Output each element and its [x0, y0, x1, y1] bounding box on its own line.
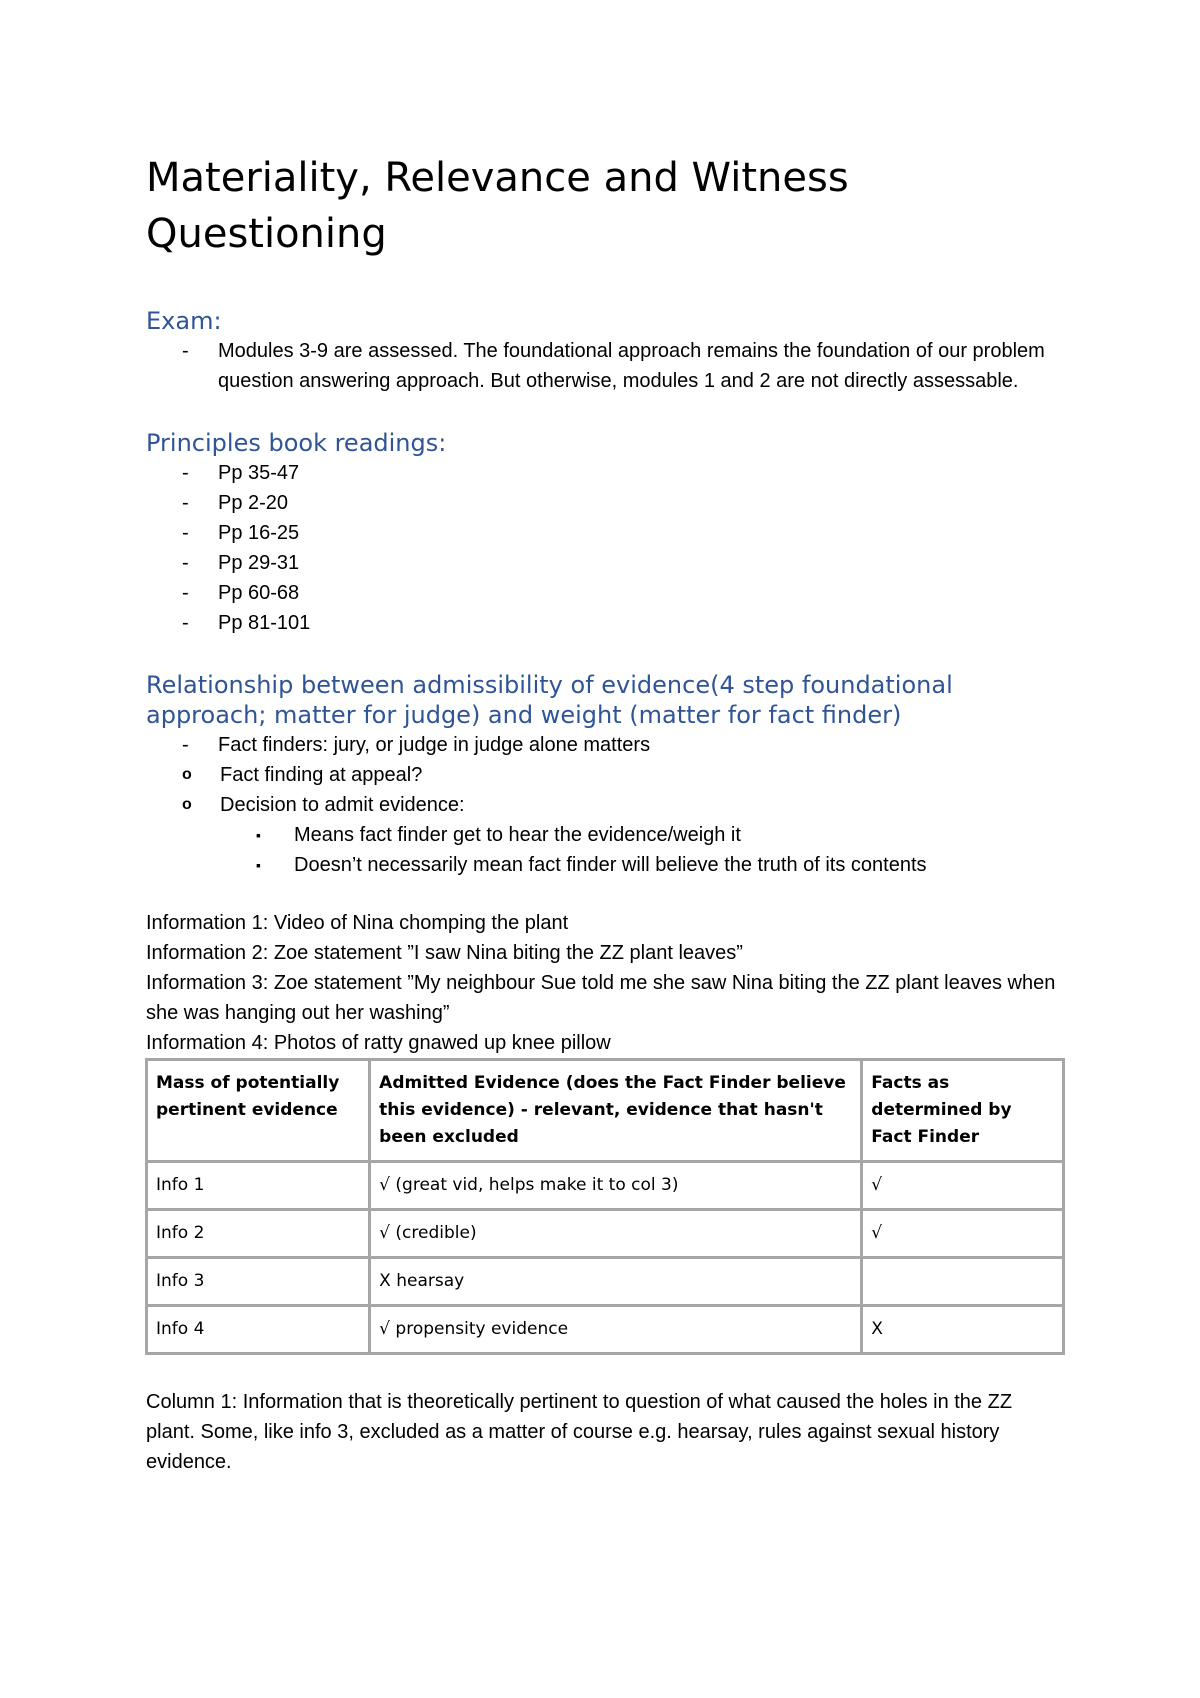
- readings-heading: Principles book readings:: [146, 429, 447, 457]
- dash-bullet: -: [182, 340, 189, 362]
- list-item: [146, 608, 1066, 638]
- sub-list-item: [146, 790, 1066, 820]
- column-note: Column 1: Information that is theoretically pertinent to question of what caused the holes in the ZZ plant. Some, like info 3, excluded as a matter of course e.g. hearsay, rules against sexual history evidence.: [146, 1391, 1013, 1473]
- table-header-cell: Mass of potentially pertinent evidence: [147, 1060, 370, 1162]
- table-cell: Info 4: [147, 1306, 370, 1354]
- square-bullet: ▪: [256, 827, 261, 843]
- list-item: [146, 488, 1066, 518]
- square-bullet: ▪: [256, 857, 261, 873]
- table-header-row: [147, 1060, 1064, 1162]
- table-cell: √ (great vid, helps make it to col 3): [370, 1162, 862, 1210]
- list-item: [146, 730, 1066, 760]
- information-line: Information 3: Zoe statement ”My neighbour Sue told me she saw Nina biting the ZZ plant leaves when she was hanging out her washing”: [146, 972, 1056, 1024]
- list-item: [146, 578, 1066, 608]
- dash-bullet: -: [182, 612, 189, 634]
- sub-sub-list-item-text: Means fact finder get to hear the evidence/weigh it: [294, 824, 741, 846]
- list-item-text: Pp 35-47: [218, 462, 300, 484]
- information-line: Information 4: Photos of ratty gnawed up knee pillow: [146, 1032, 611, 1054]
- table-cell: X: [862, 1306, 1064, 1354]
- table-cell: Info 1: [147, 1162, 370, 1210]
- table-row: [147, 1258, 1064, 1306]
- relationship-sublist: [146, 760, 1066, 820]
- information-block: [146, 908, 1066, 1058]
- relationship-list: [146, 730, 1066, 760]
- exam-list: [146, 336, 1066, 396]
- list-item-text: Pp 2-20: [218, 492, 289, 514]
- list-item-text: Modules 3-9 are assessed. The foundational approach remains the foundation of our problem question answering approach. But otherwise, modules 1 and 2 are not directly assessable.: [218, 340, 1045, 392]
- dash-bullet: -: [182, 552, 189, 574]
- list-item: [146, 548, 1066, 578]
- circle-bullet: o: [182, 796, 192, 813]
- relationship-subsublist: [146, 820, 1066, 880]
- circle-bullet: o: [182, 766, 192, 783]
- relationship-heading: Relationship between admissibility of evidence(4 step foundational approach; matter for judge) and weight (matter for fact finder): [146, 671, 953, 729]
- information-line: Information 1: Video of Nina chomping the plant: [146, 912, 569, 934]
- table-cell: √ (credible): [370, 1210, 862, 1258]
- sub-list-item: [146, 760, 1066, 790]
- page-title: Materiality, Relevance and Witness Questioning: [146, 155, 849, 257]
- table-row: [147, 1162, 1064, 1210]
- list-item-text: Pp 81-101: [218, 612, 311, 634]
- exam-heading: Exam:: [146, 307, 222, 335]
- sub-list-item-text: Fact finding at appeal?: [220, 764, 423, 786]
- sub-sub-list-item-text: Doesn’t necessarily mean fact finder will believe the truth of its contents: [294, 854, 927, 876]
- sub-sub-list-item: [146, 820, 1066, 850]
- list-item-text: Pp 60-68: [218, 582, 300, 604]
- information-line: Information 2: Zoe statement ”I saw Nina biting the ZZ plant leaves”: [146, 942, 743, 964]
- table-row: [147, 1306, 1064, 1354]
- evidence-table: [145, 1058, 1065, 1355]
- sub-list-item-text: Decision to admit evidence:: [220, 794, 465, 816]
- list-item-text: Pp 29-31: [218, 552, 300, 574]
- table-cell: √: [862, 1162, 1064, 1210]
- table-cell: Info 3: [147, 1258, 370, 1306]
- dash-bullet: -: [182, 492, 189, 514]
- list-item-text: Pp 16-25: [218, 522, 300, 544]
- table-cell: Info 2: [147, 1210, 370, 1258]
- list-item: [146, 458, 1066, 488]
- list-item: [146, 518, 1066, 548]
- dash-bullet: -: [182, 522, 189, 544]
- table-cell: √: [862, 1210, 1064, 1258]
- table-header-cell: Admitted Evidence (does the Fact Finder believe this evidence) - relevant, evidence that hasn't been excluded: [370, 1060, 862, 1162]
- dash-bullet: -: [182, 734, 189, 756]
- sub-sub-list-item: [146, 850, 1066, 880]
- table-cell: √ propensity evidence: [370, 1306, 862, 1354]
- table-cell: [862, 1258, 1064, 1306]
- readings-list: [146, 458, 1066, 638]
- table-header-cell: Facts as determined by Fact Finder: [862, 1060, 1064, 1162]
- table-cell: X hearsay: [370, 1258, 862, 1306]
- document-page: [146, 150, 1066, 1477]
- dash-bullet: -: [182, 462, 189, 484]
- dash-bullet: -: [182, 582, 189, 604]
- table-row: [147, 1210, 1064, 1258]
- list-item: [146, 336, 1066, 396]
- list-item-text: Fact finders: jury, or judge in judge alone matters: [218, 734, 651, 756]
